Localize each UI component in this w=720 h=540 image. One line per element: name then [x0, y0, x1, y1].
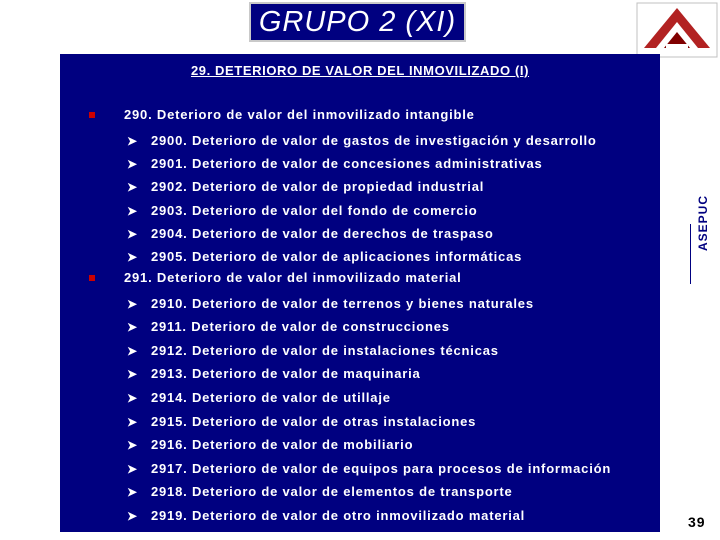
item-label: 2916. Deterioro de valor de mobiliario — [151, 437, 414, 452]
list-item — [127, 249, 522, 264]
item-label: 2918. Deterioro de valor de elementos de transporte — [151, 484, 513, 499]
list-item — [127, 366, 421, 381]
list-item — [127, 343, 499, 358]
title-box — [249, 2, 466, 42]
list-item — [127, 319, 450, 334]
item-label: 2900. Deterioro de valor de gastos de investigación y desarrollo — [151, 133, 597, 148]
arrow-bullet-icon: ➤ — [127, 484, 138, 499]
arrow-bullet-icon: ➤ — [127, 319, 138, 334]
item-label: 2914. Deterioro de valor de utillaje — [151, 390, 391, 405]
list-item — [127, 508, 525, 523]
list-item — [127, 484, 513, 499]
section-subtitle: 29. DETERIORO DE VALOR DEL INMOVILIZADO (I) — [190, 63, 530, 78]
sidebar-label: ASEPUC — [696, 194, 710, 251]
item-label: 2901. Deterioro de valor de concesiones administrativas — [151, 156, 543, 171]
item-label: 2910. Deterioro de valor de terrenos y bienes naturales — [151, 296, 534, 311]
arrow-bullet-icon: ➤ — [127, 249, 138, 264]
section-label: 290. Deterioro de valor del inmovilizado intangible — [124, 107, 475, 122]
item-label: 2905. Deterioro de valor de aplicaciones informáticas — [151, 249, 523, 264]
item-label: 2904. Deterioro de valor de derechos de traspaso — [151, 226, 494, 241]
arrow-bullet-icon: ➤ — [127, 203, 138, 218]
arrow-bullet-icon: ➤ — [127, 156, 138, 171]
item-label: 2919. Deterioro de valor de otro inmovilizado material — [151, 508, 526, 523]
section-label: 291. Deterioro de valor del inmovilizado material — [124, 270, 462, 285]
list-item — [127, 179, 484, 194]
arrow-bullet-icon: ➤ — [127, 390, 138, 405]
item-label: 2902. Deterioro de valor de propiedad industrial — [151, 179, 485, 194]
list-item — [127, 296, 534, 311]
list-item — [127, 437, 413, 452]
item-label: 2917. Deterioro de valor de equipos para procesos de información — [151, 461, 612, 476]
list-item — [127, 390, 391, 405]
slide-title: GRUPO 2 (XI) — [258, 5, 457, 38]
arrow-bullet-icon: ➤ — [127, 296, 138, 311]
list-item — [127, 133, 597, 148]
page-number: 39 — [688, 514, 706, 530]
item-label: 2915. Deterioro de valor de otras instalaciones — [151, 414, 477, 429]
arrow-bullet-icon: ➤ — [127, 179, 138, 194]
arrow-bullet-icon: ➤ — [127, 226, 138, 241]
section-290 — [90, 107, 475, 122]
arrow-bullet-icon: ➤ — [127, 133, 138, 148]
item-label: 2911. Deterioro de valor de construcciones — [151, 319, 450, 334]
list-item — [127, 203, 478, 218]
content-panel — [60, 54, 660, 532]
sidebar-divider — [690, 224, 691, 284]
item-label: 2903. Deterioro de valor del fondo de comercio — [151, 203, 478, 218]
logo-graphic — [636, 2, 718, 58]
arrow-bullet-icon: ➤ — [127, 461, 138, 476]
arrow-bullet-icon: ➤ — [127, 343, 138, 358]
arrow-bullet-icon: ➤ — [127, 437, 138, 452]
asepuc-logo — [636, 2, 718, 58]
list-item — [127, 414, 476, 429]
item-label: 2913. Deterioro de valor de maquinaria — [151, 366, 421, 381]
square-bullet-icon — [89, 275, 95, 281]
square-bullet-icon — [89, 112, 95, 118]
list-item — [127, 156, 543, 171]
item-label: 2912. Deterioro de valor de instalaciones técnicas — [151, 343, 499, 358]
list-item — [127, 226, 494, 241]
arrow-bullet-icon: ➤ — [127, 414, 138, 429]
arrow-bullet-icon: ➤ — [127, 366, 138, 381]
list-item — [127, 461, 611, 476]
arrow-bullet-icon: ➤ — [127, 508, 138, 523]
section-291 — [90, 270, 462, 285]
